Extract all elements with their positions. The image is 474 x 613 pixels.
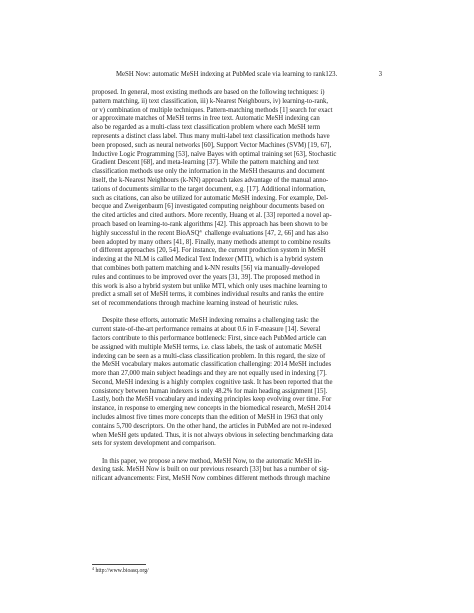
line-text: consistency between human indexers is only 48.2% for main heading assignment [15]. [92, 387, 328, 395]
text-line [92, 300, 382, 309]
footnote-reference: 4 [199, 229, 202, 234]
line-text: In this paper, we propose a new method, MeSH Now, to the automatic MeSH in- [102, 457, 322, 465]
footnote-url: http://www.bioasq.org/ [95, 568, 149, 574]
text-line [92, 256, 382, 265]
line-text: more than 27,000 main subject headings and they are not equally used in indexing [7]. [92, 370, 327, 378]
line-text-continued: challenge evaluations [47, 2, 66] and has also [204, 229, 329, 237]
text-line [92, 239, 382, 248]
line-text: itself, the k-Nearest Neighbours (k-NN) approach takes advantage of the manual anno- [92, 176, 329, 184]
line-text: highly successful in the recent BioASQ [92, 229, 200, 237]
line-text: includes almost five times more concepts than the edition of MeSH in 1963 that only [92, 414, 324, 422]
footnote-marker: 4 [92, 566, 94, 571]
line-text: indexing can be seen as a multi-class classification problem. In this regard, the size of [92, 352, 326, 360]
text-line [92, 379, 382, 388]
line-text: pattern matching, ii) text classification, iii) k-Nearest Neighbours, iv) learning-to-rank, [92, 97, 329, 105]
text-line [92, 98, 382, 107]
line-text: represents a distinct class label. Thus many multi-label text classification methods have [92, 132, 330, 140]
line-text: classification methods use only the information in the MeSH thesaurus and document [92, 168, 325, 176]
line-text: be assigned with multiple MeSH terms, i.e. class labels, the task of automatic MeSH [92, 343, 322, 351]
running-title: MeSH Now: automatic MeSH indexing at PubMed scale via learning to rank123. [116, 71, 338, 78]
text-line [92, 396, 382, 405]
text-line [92, 186, 382, 195]
paragraph-proposal [92, 458, 382, 484]
text-line [92, 344, 382, 353]
line-text: Despite these efforts, automatic MeSH indexing remains a challenging task: the [102, 317, 319, 325]
line-text: of different approaches [20, 54]. For instance, the current production system in MeSH [92, 247, 326, 255]
text-line [92, 230, 382, 239]
text-line [92, 89, 382, 98]
line-text: or approximate matches of MeSH terms in free text. Automatic MeSH indexing can [92, 115, 320, 123]
line-text: dexing task. MeSH Now is built on our previous research [33] but has a number of sig- [92, 466, 329, 474]
line-text: factors contribute to this performance bottleneck: First, since each PubMed article can [92, 334, 327, 342]
line-text: becque and Zweigenbaum [6] investigated computing neighbour documents based on [92, 203, 325, 211]
line-text: tations of documents similar to the target document, e.g. [17]. Additional information, [92, 185, 326, 193]
text-line [92, 133, 382, 142]
paragraph-challenges [92, 317, 382, 449]
line-text: that combines both pattern matching and k-NN results [56] via manually-developed [92, 264, 320, 272]
line-text: or v) combination of multiple techniques. Pattern-matching methods [1] search for exact [92, 106, 333, 114]
line-text: this work is also a hybrid system but unlike MTI, which only uses machine learning to [92, 282, 328, 290]
text-line [92, 440, 382, 449]
text-line [92, 124, 382, 133]
line-text: when MeSH gets updated. Thus, it is not always obvious in selecting benchmarking data [92, 431, 333, 439]
line-text: instance, in response to emerging new concepts in the biomedical research, MeSH 2014 [92, 405, 331, 413]
text-line [92, 247, 382, 256]
line-text: the MeSH vocabulary makes automatic classification challenging: 2014 MeSH includes [92, 361, 332, 369]
text-line [92, 142, 382, 151]
text-line [92, 423, 382, 432]
page-number: 3 [378, 71, 382, 78]
line-text: contains 5,700 descriptors. On the other hand, the articles in PubMed are not re-indexed [92, 422, 332, 430]
line-text: Inductive Logic Programming [53], naïve Bayes with optimal training set [63], Stochastic [92, 150, 337, 158]
line-text: been adopted by many others [41, 8]. Finally, many methods attempt to combine results [92, 238, 331, 246]
text-line [92, 353, 382, 362]
line-text: sets for system development and comparison. [92, 440, 216, 448]
text-line [92, 221, 382, 230]
text-line [92, 370, 382, 379]
text-line [92, 168, 382, 177]
text-line [92, 203, 382, 212]
line-text: nificant advancements: First, MeSH Now combines different methods through machine [92, 475, 331, 483]
line-text: Lastly, both the MeSH vocabulary and indexing principles keep evolving over time. For [92, 396, 332, 404]
line-text: been proposed, such as neural networks [60], Support Vector Machines (SVM) [19, 67], [92, 141, 332, 149]
text-line [92, 466, 382, 475]
line-text: predict a small set of MeSH terms, it combines individual results and ranks the entire [92, 291, 324, 299]
text-line [92, 107, 382, 116]
line-text: indexing at the NLM is called Medical Text Indexer (MTI), which is a hybrid system [92, 256, 324, 264]
line-text: the cited articles and cited authors. More recently, Huang et al. [33] reported a novel ap- [92, 212, 332, 220]
line-text: rules and continues to be improved over the years [31, 39]. The proposed method in [92, 273, 320, 281]
text-line [92, 335, 382, 344]
text-line [92, 414, 382, 423]
line-text: set of recommendations through machine learning instead of heuristic rules. [92, 300, 299, 308]
text-line [92, 405, 382, 414]
text-line [92, 274, 382, 283]
line-text: Second, MeSH indexing is a highly complex cognitive task. It has been reported that the [92, 378, 333, 386]
body-text [92, 89, 382, 484]
text-line [92, 265, 382, 274]
text-line [92, 326, 382, 335]
text-line [92, 475, 382, 484]
text-line [92, 177, 382, 186]
text-line [92, 283, 382, 292]
line-text: Gradient Descent [68], and meta-learning [37]. While the pattern matching and text [92, 159, 319, 167]
text-line [92, 458, 382, 467]
line-text: also be regarded as a multi-class text classification problem where each MeSH term [92, 124, 320, 132]
text-line [92, 151, 382, 160]
text-line [92, 361, 382, 370]
text-line [92, 317, 382, 326]
text-line [92, 159, 382, 168]
line-text: such as citations, can also be utilized for automatic MeSH indexing. For example, Del- [92, 194, 329, 202]
text-line [92, 115, 382, 124]
footnote [92, 568, 149, 574]
text-line [92, 195, 382, 204]
text-line [92, 212, 382, 221]
line-text: current state-of-the-art performance remains at about 0.6 in F-measure [14]. Several [92, 326, 321, 334]
footnote-divider [92, 564, 146, 565]
paragraph-existing-methods [92, 89, 382, 309]
line-text: proach based on learning-to-rank algorithms [42]. This approach has been shown to be [92, 220, 328, 228]
text-line [92, 291, 382, 300]
line-text: proposed. In general, most existing methods are based on the following techniques: i) [92, 89, 325, 96]
text-line [92, 388, 382, 397]
text-line [92, 432, 382, 441]
page-header [92, 71, 382, 81]
